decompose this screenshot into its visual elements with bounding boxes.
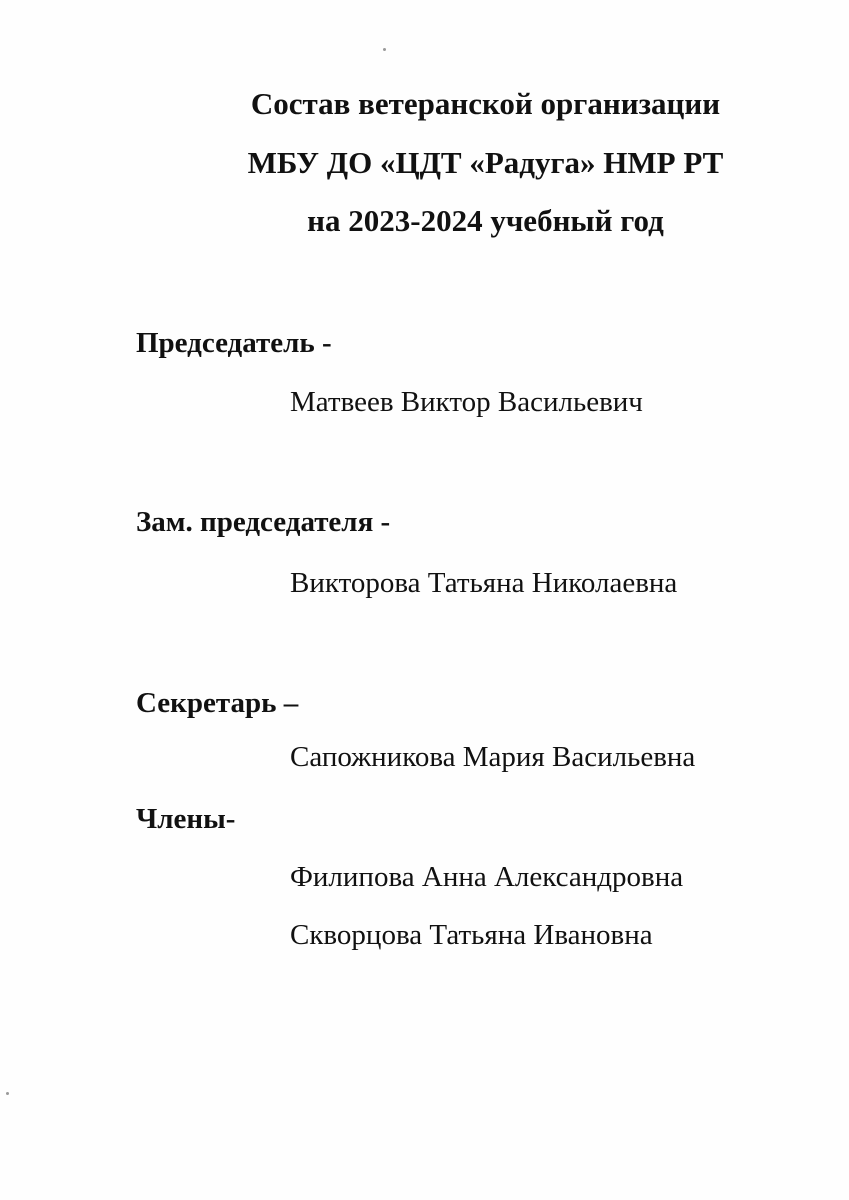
role-secretary: Секретарь –: [136, 687, 299, 719]
member-secretary: Сапожникова Мария Васильевна: [290, 741, 696, 773]
member-chairman: Матвеев Виктор Васильевич: [290, 386, 643, 418]
member-1: Филипова Анна Александровна: [290, 861, 684, 893]
member-deputy-chairman: Викторова Татьяна Николаевна: [290, 567, 678, 599]
member-2: Скворцова Татьяна Ивановна: [290, 919, 653, 951]
scan-speck: [383, 48, 386, 51]
role-deputy-chairman: Зам. председателя -: [136, 506, 391, 538]
scan-speck: [6, 1092, 9, 1095]
title-line-3: на 2023-2024 учебный год: [307, 203, 664, 238]
role-members: Члены-: [136, 803, 236, 835]
role-chairman: Председатель -: [136, 327, 332, 359]
title-line-2: МБУ ДО «ЦДТ «Радуга» НМР РТ: [247, 145, 724, 180]
title-line-1: Состав ветеранской организации: [250, 86, 721, 121]
